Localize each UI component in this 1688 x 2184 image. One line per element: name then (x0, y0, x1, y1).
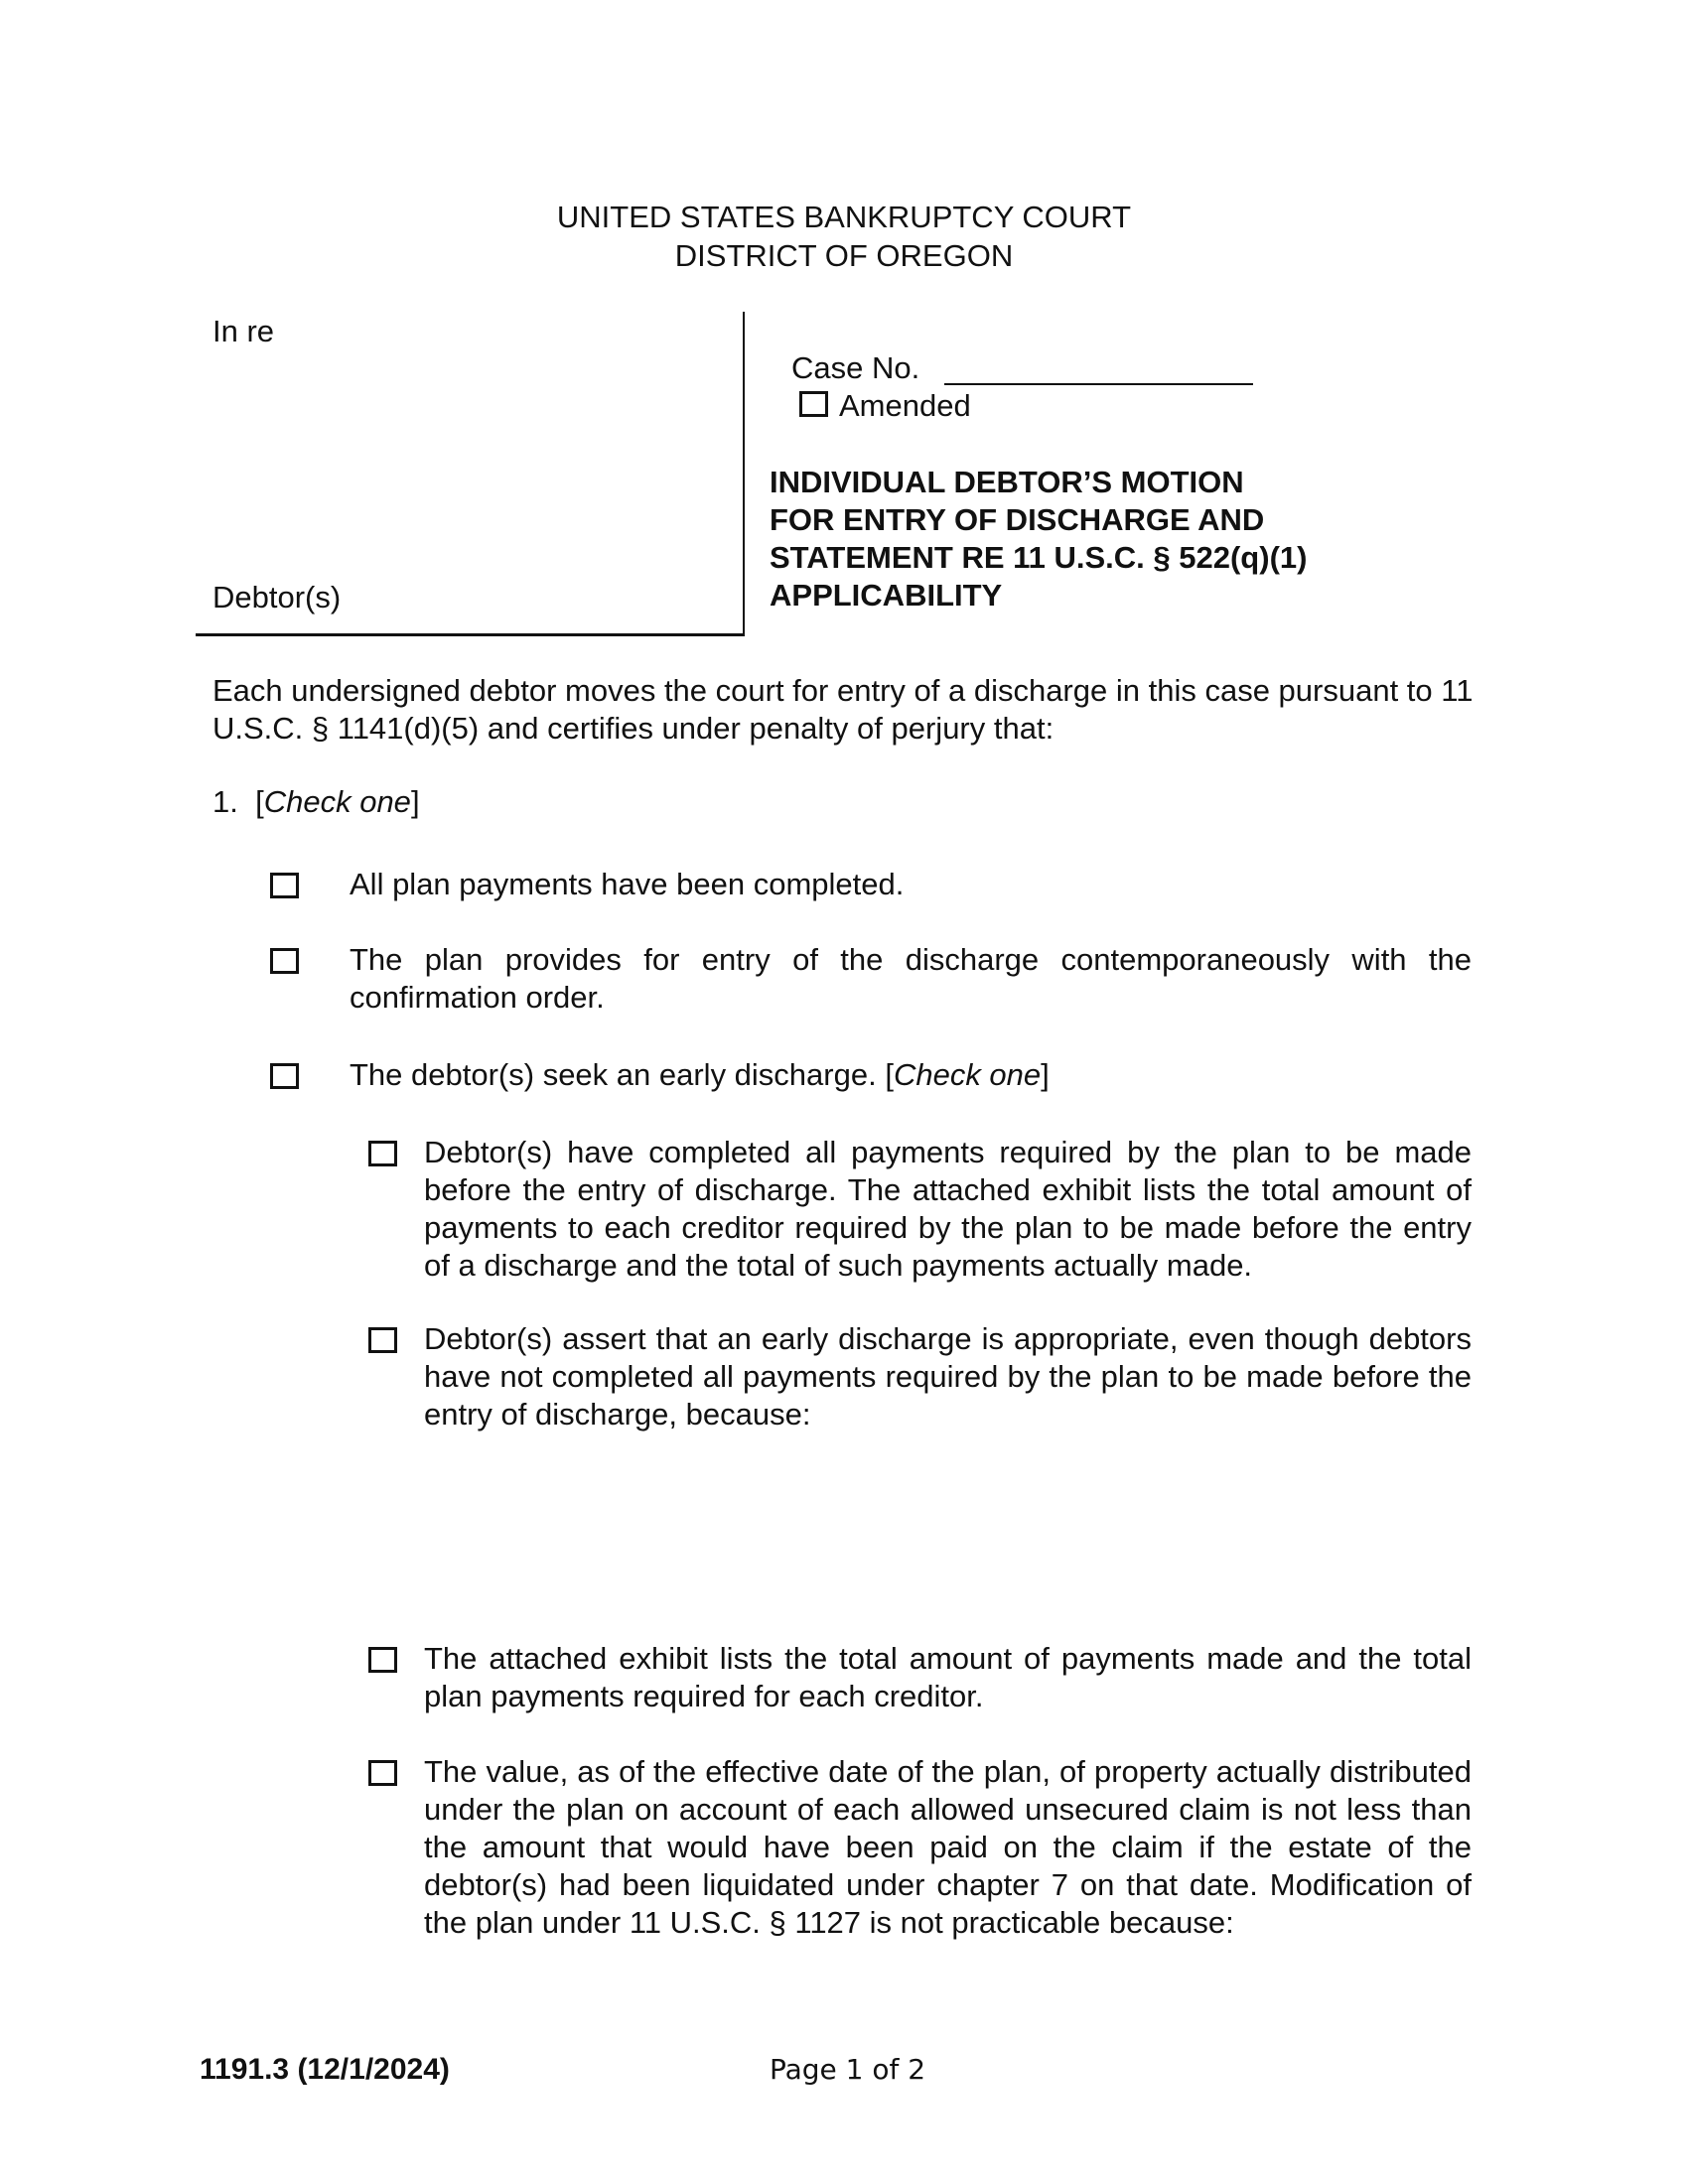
exhibit-lists-checkbox[interactable] (368, 1647, 397, 1673)
amended-label: Amended (839, 388, 971, 423)
payments-completed-checkbox[interactable] (270, 873, 299, 898)
in-re-label: In re (212, 314, 275, 348)
case-no-underline (944, 383, 1253, 385)
debtors-label: Debtor(s) (212, 580, 342, 614)
item-1-heading (212, 783, 420, 821)
early-discharge-label: The debtor(s) seek an early discharge. (350, 1057, 877, 1092)
form-number: 1191.3 (12/1/2024) (200, 2053, 450, 2086)
payments-completed-text: All plan payments have been completed. (350, 867, 905, 901)
early-discharge-instruction: Check one (893, 1057, 1042, 1092)
intro-paragraph: Each undersigned debtor moves the court for entry of a discharge in this case pursuant to 11 U.S.C. § 1141(d)(5) and certifies under penalty of perjury that: (212, 673, 1474, 746)
completed-required-text: Debtor(s) have completed all payments required by the plan to be made before the entry of discharge. The attached exhibit lists the total amount of payments to each creditor required by the plan to be made before the entry of a discharge and the total of such payments actually made. (424, 1135, 1472, 1283)
assert-appropriate-checkbox[interactable] (368, 1327, 397, 1353)
early-discharge-text: The debtor(s) seek an early discharge. [Check one] (350, 1057, 1050, 1092)
page-number: Page 1 of 2 (770, 2053, 926, 2086)
value-statement-text: The value, as of the effective date of the plan, of property actually distributed under the plan on account of each allowed unsecured claim is not less than the amount that would have been paid on the claim if the estate of the debtor(s) had been liquidated under chapter 7 on that date. Modification of the plan under 11 U.S.C. § 1127 is not practicable because: (424, 1754, 1472, 1940)
court-district: DISTRICT OF OREGON (674, 238, 1014, 273)
contemporaneous-checkbox[interactable] (270, 948, 299, 974)
item-1-bracket-open: [ (255, 784, 264, 819)
value-statement-checkbox[interactable] (368, 1760, 397, 1786)
item-1-instruction: Check one (263, 784, 411, 819)
early-discharge-checkbox[interactable] (270, 1063, 299, 1089)
court-name: UNITED STATES BANKRUPTCY COURT (556, 200, 1132, 234)
case-no-label: Case No. (791, 350, 920, 385)
caption-divider-horizontal (196, 633, 745, 636)
contemporaneous-text: The plan provides for entry of the discharge contemporaneously with the confirmation order. (350, 942, 1472, 1015)
item-1-number: 1. (212, 784, 238, 819)
caption-divider-vertical (743, 312, 745, 636)
assert-appropriate-text: Debtor(s) assert that an early discharge is appropriate, even though debtors have not completed all payments required by the plan to be made before the entry of discharge, because: (424, 1321, 1472, 1432)
amended-checkbox[interactable] (799, 391, 828, 417)
motion-title-line-2: FOR ENTRY OF DISCHARGE AND (770, 502, 1265, 537)
motion-title-line-1: INDIVIDUAL DEBTOR’S MOTION (770, 465, 1244, 499)
exhibit-lists-text: The attached exhibit lists the total amount of payments made and the total plan payments required for each creditor. (424, 1641, 1472, 1713)
motion-title-line-3: STATEMENT RE 11 U.S.C. § 522(q)(1) (770, 540, 1308, 575)
item-1-bracket-close: ] (410, 784, 420, 819)
case-no-field[interactable] (944, 349, 1253, 383)
motion-title-line-4: APPLICABILITY (770, 578, 1003, 613)
completed-required-checkbox[interactable] (368, 1141, 397, 1166)
